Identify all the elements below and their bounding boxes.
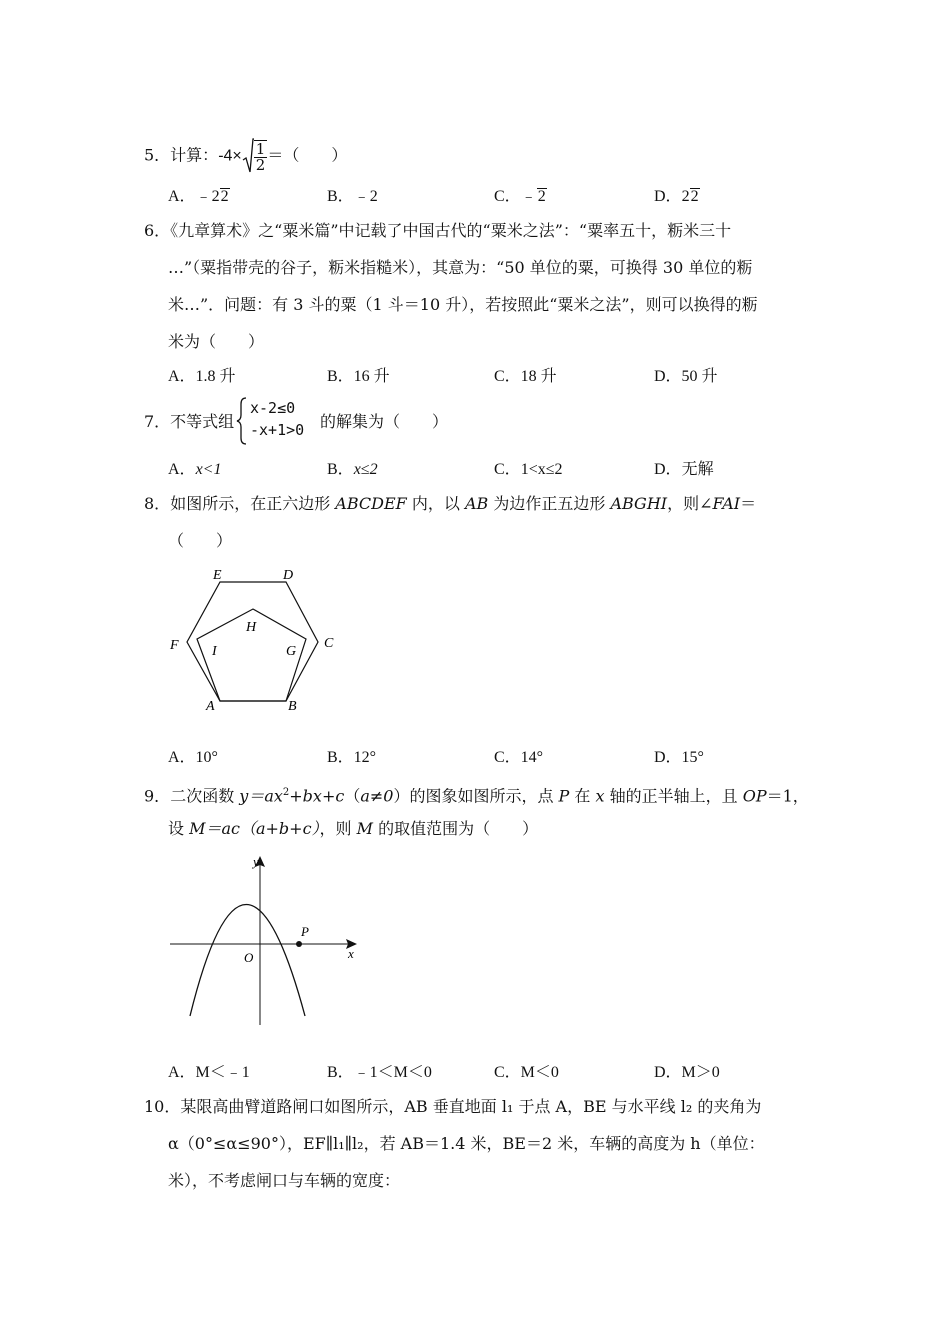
- q5-stem: [144, 138, 347, 174]
- q5-expr-right: ＝（ ）: [267, 145, 348, 165]
- label-c: C: [324, 636, 334, 651]
- q7-inequality-system: [250, 397, 304, 441]
- q7-option-a[interactable]: A．x<1: [168, 461, 222, 478]
- sqrt-radicand: 2: [220, 188, 229, 205]
- sqrt-radicand: 2: [537, 188, 546, 205]
- q7-option-d[interactable]: D．无解: [654, 461, 714, 478]
- q8-line2: （ ）: [168, 531, 233, 550]
- q9-option-a[interactable]: A．M＜﹣1: [168, 1064, 250, 1081]
- sqrt-sign-icon: [242, 138, 254, 174]
- q5-frac-num: 1: [255, 139, 266, 158]
- q8-option-a[interactable]: A．10°: [168, 749, 218, 766]
- q6-line3: 米…”．问题：有 3 斗的粟（1 斗＝10 升），若按照此“粟米之法”，则可以换得的粝: [168, 295, 758, 314]
- left-brace-icon: [236, 396, 248, 446]
- q7-stem-suffix: 的解集为（ ）: [320, 412, 449, 431]
- q10-line3: 米），不考虑闸口与车辆的宽度：: [168, 1171, 401, 1190]
- q9-option-c[interactable]: C．M＜0: [494, 1064, 559, 1081]
- label-a: A: [206, 699, 215, 714]
- hexagon-shape: [187, 582, 318, 701]
- q6-line2: …”（粟指带壳的谷子，粝米指糙米），其意为：“50 单位的粟，可换得 30 单位的粝: [168, 258, 753, 277]
- label-d: D: [283, 568, 294, 583]
- q9-option-b[interactable]: B．﹣1＜M＜0: [327, 1064, 432, 1081]
- q6-option-c[interactable]: C．18 升: [494, 368, 557, 385]
- q6-option-a[interactable]: A．1.8 升: [168, 368, 236, 385]
- q5-option-d[interactable]: D．22: [654, 188, 699, 205]
- q6-option-b[interactable]: B．16 升: [327, 368, 390, 385]
- sqrt-radicand: 2: [690, 188, 699, 205]
- q7-option-c[interactable]: C．1<x≤2: [494, 461, 563, 478]
- label-b: B: [288, 699, 297, 714]
- hexagon-pentagon-figure: [160, 560, 360, 720]
- parabola-figure: [160, 848, 370, 1033]
- q9-option-d[interactable]: D．M＞0: [654, 1064, 720, 1081]
- label-h: H: [246, 620, 257, 635]
- label-o: O: [244, 950, 254, 965]
- label-g: G: [286, 644, 297, 659]
- q10-line1: 10．某限高曲臂道路闸口如图所示，AB 垂直地面 l₁ 于点 A，BE 与水平线 l₂ 的夹角为: [144, 1097, 762, 1116]
- q6-option-d[interactable]: D．50 升: [654, 368, 718, 385]
- q8-option-d[interactable]: D．15°: [654, 749, 704, 766]
- q8-option-c[interactable]: C．14°: [494, 749, 544, 766]
- label-e: E: [213, 568, 222, 583]
- q7-option-b[interactable]: B．x≤2: [327, 461, 378, 478]
- q5-option-b[interactable]: B．﹣2: [327, 188, 378, 205]
- label-f: F: [170, 638, 179, 653]
- q9-line2: 设 M＝ac（a+b+c），则 M 的取值范围为（ ）: [168, 819, 539, 838]
- label-p: P: [301, 924, 309, 939]
- q6-line4: 米为（ ）: [168, 332, 265, 351]
- q10-line2: α（0°≤α≤90°），EF∥l₁∥l₂，若 AB＝1.4 米，BE＝2 米，车辆的高度为 h（单位：: [168, 1134, 765, 1153]
- label-x: x: [348, 946, 354, 961]
- q6-line1: 6．《九章算术》之“粟米篇”中记载了中国古代的“粟米之法”：“粟率五十，粝米三十: [144, 221, 732, 240]
- q8-option-b[interactable]: B．12°: [327, 749, 377, 766]
- q5-stem-prefix: 5．计算：: [144, 145, 219, 165]
- q5-expr-left: -4×: [218, 147, 242, 165]
- q7-stem-prefix: 7．不等式组: [144, 412, 235, 431]
- q5-fraction: [254, 140, 268, 173]
- q5-frac-den: 2: [255, 155, 266, 174]
- q5-option-a[interactable]: A．﹣22: [168, 188, 229, 205]
- q8-line1: 8．如图所示，在正六边形 ABCDEF 内，以 AB 为边作正五边形 ABGHI，则∠FAI＝: [144, 494, 757, 513]
- q7-ineq1: x-2≤0: [250, 399, 296, 417]
- q7-ineq2: -x+1>0: [250, 421, 305, 439]
- label-i: I: [212, 644, 217, 659]
- q5-option-c[interactable]: C．﹣2: [494, 188, 546, 205]
- q9-line1: 9．二次函数 $y=ax^2+bx+c(a\ne 0)$的图象如图所示，点 P 在 x 轴的正半轴上，且 OP＝1，: [144, 786, 809, 806]
- q5-sqrt: [242, 138, 268, 174]
- point-p: [296, 941, 302, 947]
- label-y: y: [253, 854, 259, 869]
